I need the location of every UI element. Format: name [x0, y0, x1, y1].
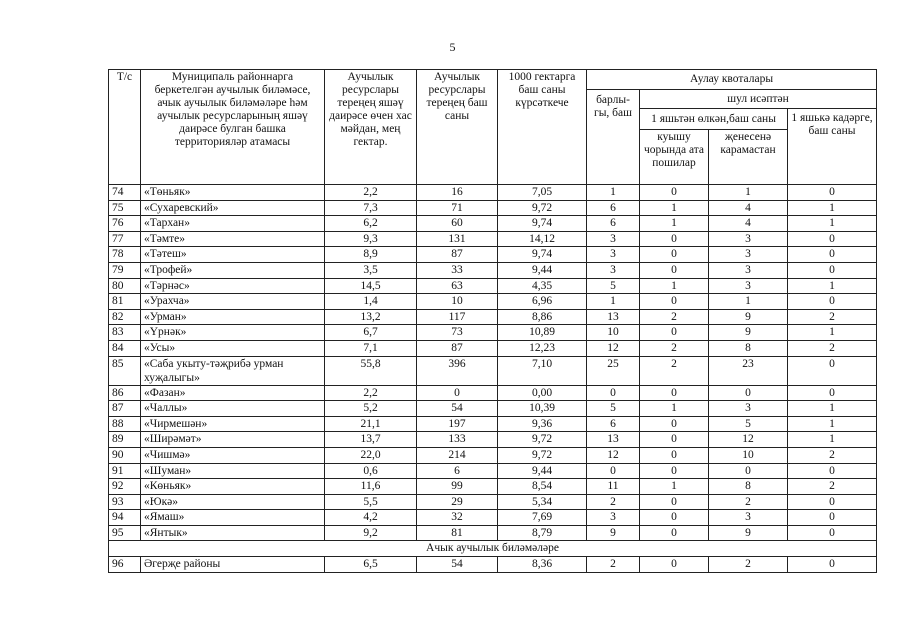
table-row: [109, 294, 877, 310]
table-row: [109, 510, 877, 526]
cell-young: 0: [788, 262, 877, 278]
cell-males: 0: [640, 185, 709, 201]
cell-young: 0: [788, 557, 877, 573]
cell-count: 16: [417, 185, 498, 201]
header-no: Т/с: [109, 70, 141, 185]
cell-total: 3: [587, 262, 640, 278]
cell-total: 2: [587, 557, 640, 573]
cell-density: 10,39: [498, 401, 587, 417]
header-density: 1000 гектарга баш саны күрсәткече: [498, 70, 587, 185]
cell-total: 1: [587, 294, 640, 310]
cell-any-sex: 5: [709, 416, 788, 432]
cell-density: 9,72: [498, 447, 587, 463]
cell-any-sex: 23: [709, 356, 788, 385]
cell-name: «Трофей»: [141, 262, 325, 278]
section-row: [109, 541, 877, 557]
page-number: 5: [449, 40, 456, 54]
cell-count: 63: [417, 278, 498, 294]
cell-young: 0: [788, 356, 877, 385]
cell-count: 81: [417, 525, 498, 541]
cell-density: 7,69: [498, 510, 587, 526]
cell-density: 6,96: [498, 294, 587, 310]
hunting-quota-table: [108, 69, 877, 573]
cell-no: 91: [109, 463, 141, 479]
cell-area: 2,2: [325, 185, 417, 201]
cell-area: 8,9: [325, 247, 417, 263]
header-under-one-year: 1 яшькә кадәрге, баш саны: [788, 109, 877, 185]
cell-count: 54: [417, 557, 498, 573]
cell-count: 117: [417, 309, 498, 325]
table-row: [109, 200, 877, 216]
cell-area: 21,1: [325, 416, 417, 432]
cell-density: 9,72: [498, 200, 587, 216]
cell-no: 75: [109, 200, 141, 216]
cell-count: 10: [417, 294, 498, 310]
cell-males: 0: [640, 416, 709, 432]
cell-area: 6,7: [325, 325, 417, 341]
cell-total: 10: [587, 325, 640, 341]
cell-count: 133: [417, 432, 498, 448]
cell-young: 1: [788, 416, 877, 432]
cell-total: 5: [587, 278, 640, 294]
cell-density: 8,79: [498, 525, 587, 541]
cell-name: «Юкә»: [141, 494, 325, 510]
cell-any-sex: 0: [709, 385, 788, 401]
cell-density: 9,44: [498, 463, 587, 479]
cell-density: 9,74: [498, 247, 587, 263]
cell-any-sex: 3: [709, 247, 788, 263]
cell-count: 99: [417, 479, 498, 495]
table-row: [109, 494, 877, 510]
cell-area: 11,6: [325, 479, 417, 495]
header-adults-group: шул исәптән: [640, 90, 877, 109]
cell-young: 2: [788, 447, 877, 463]
cell-name: «Тәмте»: [141, 231, 325, 247]
cell-young: 1: [788, 200, 877, 216]
cell-name: «Тархан»: [141, 216, 325, 232]
cell-any-sex: 2: [709, 494, 788, 510]
cell-density: 9,74: [498, 216, 587, 232]
cell-count: 6: [417, 463, 498, 479]
cell-young: 1: [788, 432, 877, 448]
cell-count: 29: [417, 494, 498, 510]
cell-males: 2: [640, 309, 709, 325]
cell-any-sex: 3: [709, 278, 788, 294]
cell-name: «Ямаш»: [141, 510, 325, 526]
cell-count: 214: [417, 447, 498, 463]
table-row: [109, 416, 877, 432]
cell-no: 96: [109, 557, 141, 573]
cell-count: 197: [417, 416, 498, 432]
cell-area: 7,1: [325, 340, 417, 356]
cell-density: 7,10: [498, 356, 587, 385]
cell-area: 22,0: [325, 447, 417, 463]
cell-any-sex: 0: [709, 463, 788, 479]
cell-density: 9,36: [498, 416, 587, 432]
cell-males: 0: [640, 247, 709, 263]
table-row: [109, 557, 877, 573]
cell-total: 5: [587, 401, 640, 417]
cell-males: 0: [640, 525, 709, 541]
cell-total: 12: [587, 340, 640, 356]
cell-total: 0: [587, 385, 640, 401]
cell-any-sex: 10: [709, 447, 788, 463]
cell-young: 0: [788, 231, 877, 247]
table-row: [109, 216, 877, 232]
cell-total: 0: [587, 463, 640, 479]
cell-area: 13,7: [325, 432, 417, 448]
table-row: [109, 340, 877, 356]
cell-no: 83: [109, 325, 141, 341]
cell-young: 2: [788, 479, 877, 495]
cell-density: 8,54: [498, 479, 587, 495]
table-row: [109, 231, 877, 247]
cell-any-sex: 3: [709, 401, 788, 417]
cell-count: 33: [417, 262, 498, 278]
cell-count: 54: [417, 401, 498, 417]
cell-name: «Чирмешән»: [141, 416, 325, 432]
cell-no: 84: [109, 340, 141, 356]
cell-total: 3: [587, 231, 640, 247]
cell-any-sex: 8: [709, 479, 788, 495]
cell-any-sex: 9: [709, 525, 788, 541]
cell-young: 1: [788, 325, 877, 341]
cell-any-sex: 4: [709, 216, 788, 232]
cell-density: 4,35: [498, 278, 587, 294]
cell-no: 92: [109, 479, 141, 495]
header-quotas: Аулау квоталары: [587, 70, 877, 90]
cell-name: «Усы»: [141, 340, 325, 356]
cell-no: 78: [109, 247, 141, 263]
table-row: [109, 525, 877, 541]
cell-total: 6: [587, 216, 640, 232]
cell-total: 6: [587, 416, 640, 432]
cell-total: 12: [587, 447, 640, 463]
table-row: [109, 325, 877, 341]
cell-density: 0,00: [498, 385, 587, 401]
cell-no: 85: [109, 356, 141, 385]
cell-males: 0: [640, 447, 709, 463]
header-regardless-sex: җенесенә карамастан: [709, 130, 788, 185]
cell-any-sex: 8: [709, 340, 788, 356]
table-row: [109, 262, 877, 278]
cell-males: 2: [640, 340, 709, 356]
cell-area: 1,4: [325, 294, 417, 310]
cell-young: 0: [788, 494, 877, 510]
cell-males: 0: [640, 510, 709, 526]
cell-males: 1: [640, 479, 709, 495]
cell-no: 88: [109, 416, 141, 432]
cell-no: 89: [109, 432, 141, 448]
cell-name: «Саба укыту-тәҗрибә урман хуҗалыгы»: [141, 356, 325, 385]
cell-young: 2: [788, 340, 877, 356]
cell-total: 13: [587, 432, 640, 448]
cell-area: 7,3: [325, 200, 417, 216]
cell-any-sex: 4: [709, 200, 788, 216]
cell-no: 82: [109, 309, 141, 325]
table-row: [109, 463, 877, 479]
cell-young: 1: [788, 401, 877, 417]
cell-young: 0: [788, 385, 877, 401]
cell-area: 2,2: [325, 385, 417, 401]
cell-total: 1: [587, 185, 640, 201]
cell-males: 0: [640, 262, 709, 278]
cell-no: 86: [109, 385, 141, 401]
table-row: [109, 278, 877, 294]
cell-males: 1: [640, 200, 709, 216]
header-count: Аучылык ресурслары тереңең баш саны: [417, 70, 498, 185]
cell-density: 8,86: [498, 309, 587, 325]
cell-area: 9,2: [325, 525, 417, 541]
cell-total: 25: [587, 356, 640, 385]
table-body: [109, 185, 877, 573]
cell-any-sex: 9: [709, 325, 788, 341]
cell-density: 9,72: [498, 432, 587, 448]
cell-count: 71: [417, 200, 498, 216]
table-row: [109, 401, 877, 417]
cell-males: 0: [640, 231, 709, 247]
table-row: [109, 447, 877, 463]
header-with-horns: куышу чорында ата пошилар: [640, 130, 709, 185]
cell-young: 0: [788, 525, 877, 541]
cell-name: «Тәтеш»: [141, 247, 325, 263]
cell-total: 9: [587, 525, 640, 541]
cell-area: 6,5: [325, 557, 417, 573]
cell-no: 81: [109, 294, 141, 310]
cell-count: 32: [417, 510, 498, 526]
cell-area: 3,5: [325, 262, 417, 278]
cell-name: «Урахча»: [141, 294, 325, 310]
cell-density: 10,89: [498, 325, 587, 341]
cell-area: 0,6: [325, 463, 417, 479]
cell-no: 77: [109, 231, 141, 247]
cell-name: «Чишмә»: [141, 447, 325, 463]
cell-males: 1: [640, 216, 709, 232]
cell-density: 9,44: [498, 262, 587, 278]
cell-males: 0: [640, 463, 709, 479]
cell-males: 1: [640, 278, 709, 294]
cell-density: 5,34: [498, 494, 587, 510]
cell-total: 3: [587, 247, 640, 263]
cell-no: 74: [109, 185, 141, 201]
cell-count: 396: [417, 356, 498, 385]
cell-name: «Фазан»: [141, 385, 325, 401]
cell-any-sex: 1: [709, 294, 788, 310]
cell-name: «Төньяк»: [141, 185, 325, 201]
cell-no: 94: [109, 510, 141, 526]
cell-males: 0: [640, 432, 709, 448]
cell-no: 95: [109, 525, 141, 541]
table-row: [109, 385, 877, 401]
table-row: [109, 247, 877, 263]
cell-total: 13: [587, 309, 640, 325]
cell-name: «Ширәмәт»: [141, 432, 325, 448]
cell-density: 14,12: [498, 231, 587, 247]
cell-count: 87: [417, 340, 498, 356]
cell-total: 11: [587, 479, 640, 495]
cell-males: 0: [640, 294, 709, 310]
cell-density: 12,23: [498, 340, 587, 356]
cell-young: 0: [788, 510, 877, 526]
cell-young: 1: [788, 278, 877, 294]
cell-any-sex: 2: [709, 557, 788, 573]
table-row: [109, 432, 877, 448]
cell-area: 14,5: [325, 278, 417, 294]
header-total: барлы-гы, баш: [587, 90, 640, 185]
cell-young: 0: [788, 247, 877, 263]
section-title: Ачык аучылык биләмәләре: [109, 541, 877, 557]
header-name: Муниципаль районнарга беркетелгән аучылык биләмәсе, ачык аучылык биләмәләре һәм аучылык ресурсларының яшәү даирәсе булган башка территорияләр атамасы: [141, 70, 325, 185]
cell-no: 79: [109, 262, 141, 278]
cell-name: «Сухаревский»: [141, 200, 325, 216]
cell-young: 0: [788, 185, 877, 201]
cell-any-sex: 12: [709, 432, 788, 448]
cell-density: 8,36: [498, 557, 587, 573]
cell-any-sex: 3: [709, 231, 788, 247]
cell-name: «Чаллы»: [141, 401, 325, 417]
cell-young: 0: [788, 294, 877, 310]
cell-name: «Тәрнәс»: [141, 278, 325, 294]
cell-total: 3: [587, 510, 640, 526]
cell-males: 0: [640, 385, 709, 401]
cell-any-sex: 3: [709, 262, 788, 278]
cell-total: 2: [587, 494, 640, 510]
cell-name: «Янтык»: [141, 525, 325, 541]
table-row: [109, 356, 877, 385]
cell-area: 4,2: [325, 510, 417, 526]
cell-name: «Көньяк»: [141, 479, 325, 495]
cell-no: 90: [109, 447, 141, 463]
header-over-one-year: 1 яшьтән өлкән,баш саны: [640, 109, 788, 130]
cell-males: 0: [640, 557, 709, 573]
cell-males: 0: [640, 494, 709, 510]
cell-total: 6: [587, 200, 640, 216]
table-row: [109, 309, 877, 325]
cell-name: «Үрнәк»: [141, 325, 325, 341]
cell-any-sex: 1: [709, 185, 788, 201]
cell-density: 7,05: [498, 185, 587, 201]
cell-no: 93: [109, 494, 141, 510]
cell-count: 73: [417, 325, 498, 341]
cell-count: 0: [417, 385, 498, 401]
table-row: [109, 479, 877, 495]
cell-no: 87: [109, 401, 141, 417]
cell-young: 0: [788, 463, 877, 479]
cell-count: 60: [417, 216, 498, 232]
cell-area: 5,5: [325, 494, 417, 510]
cell-males: 1: [640, 401, 709, 417]
header-area: Аучылык ресурслары тереңең яшәү даирәсе өчен хас мәйдан, мең гектар.: [325, 70, 417, 185]
cell-count: 87: [417, 247, 498, 263]
cell-young: 1: [788, 216, 877, 232]
cell-area: 13,2: [325, 309, 417, 325]
cell-area: 6,2: [325, 216, 417, 232]
cell-name: «Шуман»: [141, 463, 325, 479]
cell-name: Әгерҗе районы: [141, 557, 325, 573]
cell-males: 0: [640, 325, 709, 341]
cell-area: 55,8: [325, 356, 417, 385]
cell-young: 2: [788, 309, 877, 325]
cell-count: 131: [417, 231, 498, 247]
cell-area: 9,3: [325, 231, 417, 247]
cell-males: 2: [640, 356, 709, 385]
cell-name: «Урман»: [141, 309, 325, 325]
cell-area: 5,2: [325, 401, 417, 417]
table-row: [109, 185, 877, 201]
cell-no: 80: [109, 278, 141, 294]
cell-no: 76: [109, 216, 141, 232]
cell-any-sex: 3: [709, 510, 788, 526]
cell-any-sex: 9: [709, 309, 788, 325]
